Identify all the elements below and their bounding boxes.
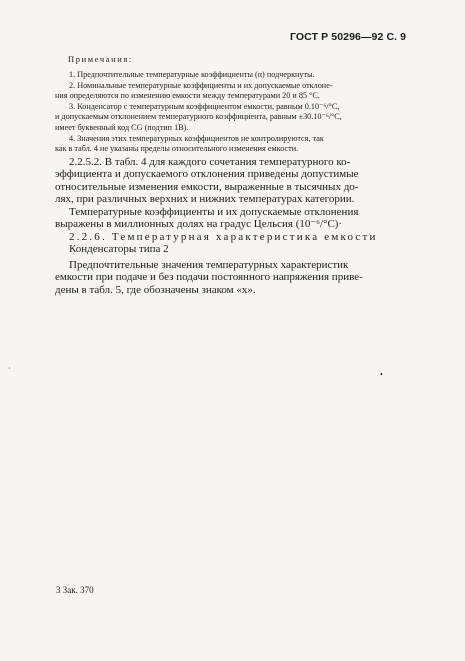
notes-title: Примечания:	[68, 54, 133, 64]
note-line: 4. Значения этих температурных коэффициентов не контролируются, так	[69, 133, 324, 143]
note-line: 1. Предпочтительные температурные коэффициенты (α) подчеркнуты.	[69, 70, 315, 79]
paragraph-line: Температурные коэффициенты и их допускаемые отклонения	[69, 206, 359, 218]
section-subtitle: Конденсаторы типа 2	[69, 243, 169, 256]
scan-speck: ·	[8, 364, 11, 373]
paragraph-line: 2.2.5.2. В табл. 4 для каждого сочетания температурного ко-	[69, 156, 351, 168]
paragraph-line: Предпочтительные значения температурных характеристик	[69, 259, 349, 271]
paragraph-line: емкости при подаче и без подачи постоянного напряжения приве-	[55, 271, 363, 284]
paragraph-2-2-5-2	[55, 156, 420, 206]
paragraph-line: лях, при различных верхних и нижних температурах категории.	[55, 193, 355, 206]
page-footer: 3 Зак. 370	[56, 585, 94, 595]
paragraph-temperature-coefficients	[55, 206, 420, 231]
scan-speck: •	[380, 370, 383, 379]
section-title: 2.2.6. Температурная характеристика емкости	[69, 231, 378, 243]
paragraph-line: выражены в миллионных долях на градус Цельсия (10⁻⁶/°С)·	[55, 218, 343, 231]
paragraph-line: относительные изменения емкости, выраженные в тысячных до-	[55, 180, 359, 193]
note-line: и допускаемым отклонением температурного коэффициента, равным ±30.10⁻⁶/°С,	[55, 112, 342, 122]
paragraph-preferred-values	[55, 259, 420, 296]
section-2-2-6	[55, 231, 420, 256]
paragraph-line: эффициента и допускаемого отклонения приведены допустимые	[55, 168, 359, 181]
note-line: 3. Конденсатор с температурным коэффициентом емкости, равным 0.10⁻⁶/°С,	[69, 101, 340, 111]
note-line: имеет буквенный код CG (подтип 1В).	[55, 122, 189, 132]
page-header: ГОСТ Р 50296—92 С. 9	[290, 31, 407, 43]
note-line: 2. Номинальные температурные коэффициенты и их допускаемые отклоне-	[69, 80, 333, 90]
note-line: ния определяются по изменению емкости между температурами 20 и 85 °С.	[55, 91, 320, 101]
paragraph-line: дены в табл. 5, где обозначены знаком «х».	[55, 283, 256, 296]
notes-block	[55, 70, 420, 155]
note-line: как в табл. 4 не указаны пределы относительного изменения емкости.	[55, 144, 299, 154]
